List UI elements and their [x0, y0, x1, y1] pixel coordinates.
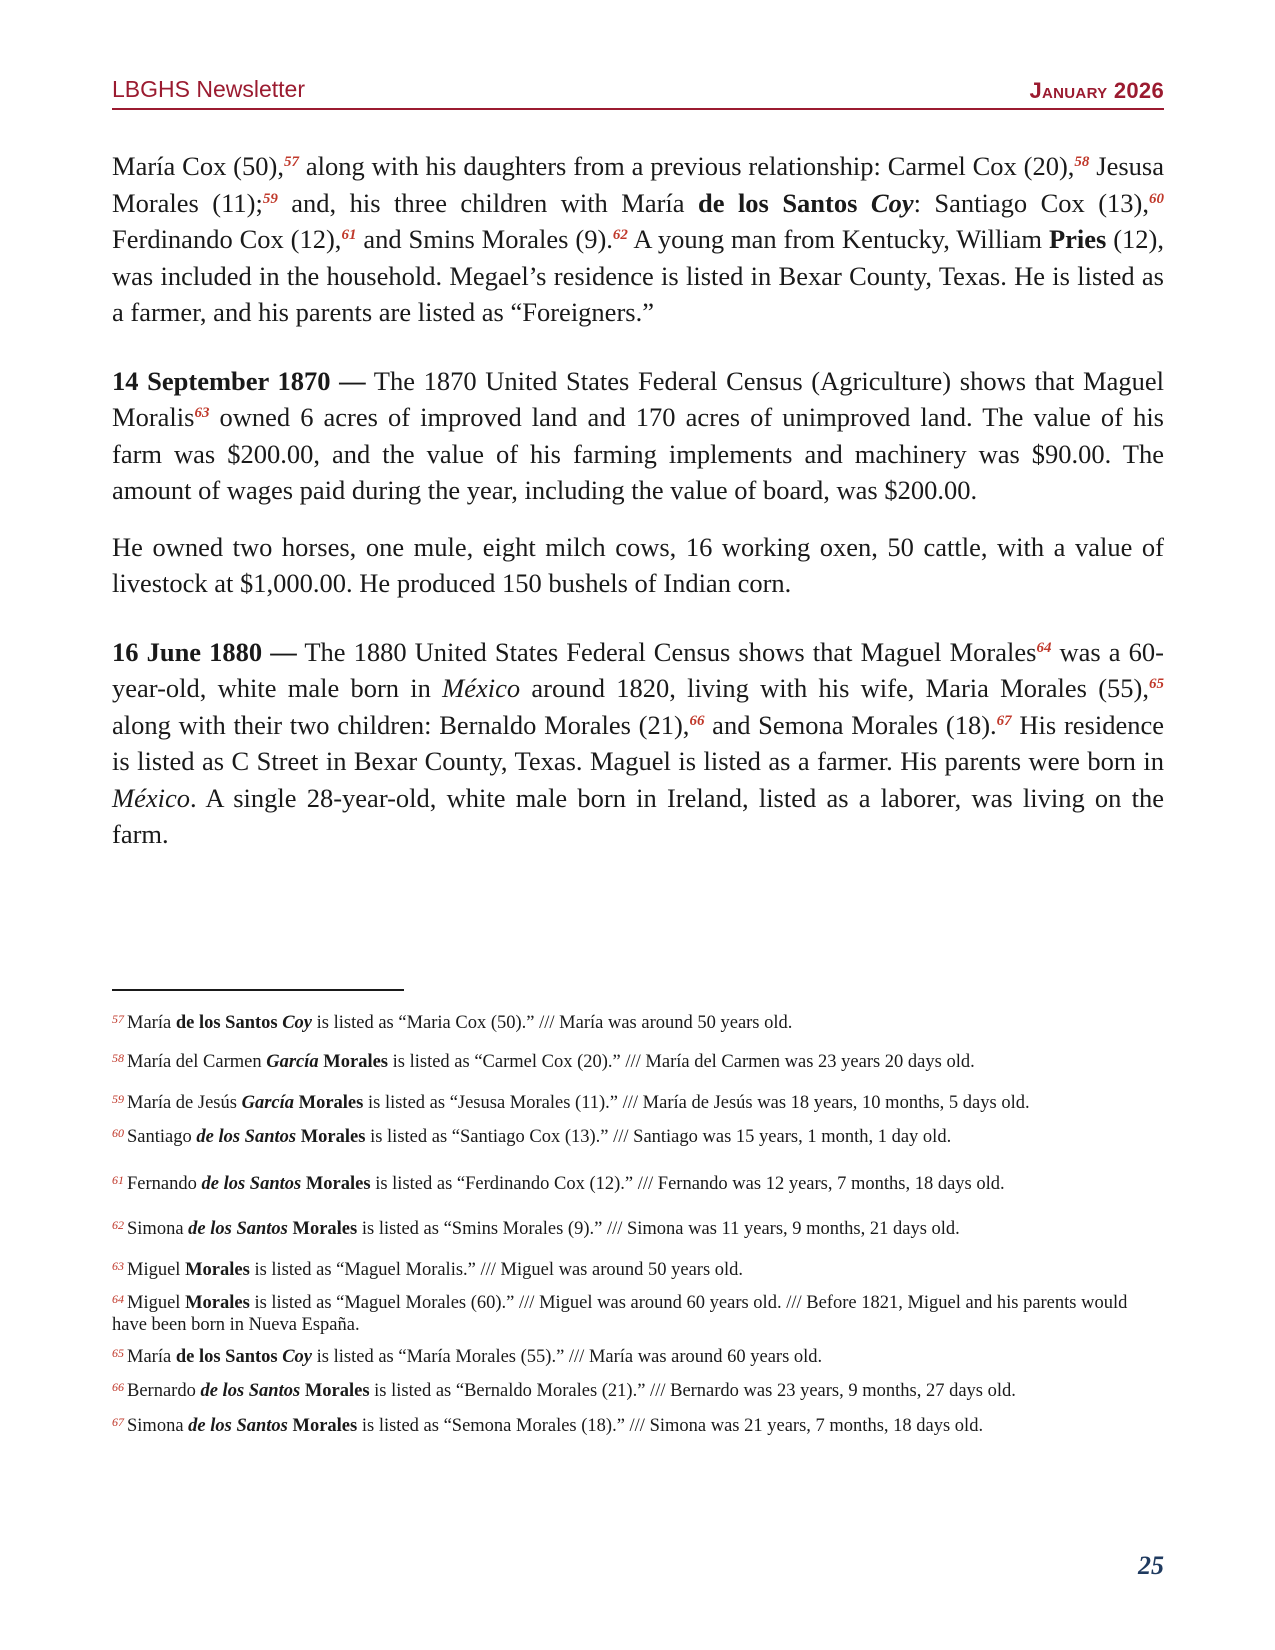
text-segment: along with their two children: Bernaldo Morales (21),: [112, 709, 690, 740]
bold-name: Morales: [318, 1052, 388, 1072]
page-header: [112, 74, 1164, 110]
footnote-58: [112, 1051, 1164, 1073]
text-segment: Simona: [127, 1416, 189, 1436]
text-segment: was a 60-year-old, white male born in: [112, 636, 1164, 703]
footnote-63: [112, 1259, 1164, 1281]
italic-place: México: [112, 782, 190, 813]
text-segment: The 1870 United States Federal Census (Agriculture) shows that Maguel Moralis: [112, 365, 1164, 432]
footnote-ref-66[interactable]: 66: [689, 712, 705, 729]
text-segment: (12), was included in the household. Megael’s residence is listed in Bexar County, Texas. He is listed as a farmer, and his parents are listed as “Foreigners.”: [112, 224, 1164, 327]
footnote-number: 62: [112, 1218, 124, 1232]
text-segment: is listed as “Carmel Cox (20).” /// María del Carmen was 23 years 20 days old.: [388, 1052, 975, 1072]
text-segment: is listed as “Maguel Moralis.” /// Miguel was around 50 years old.: [249, 1260, 744, 1280]
bold-italic-name: de los Santos: [188, 1219, 288, 1239]
footnote-ref-57[interactable]: 57: [283, 154, 299, 170]
footnote-65: [112, 1346, 1164, 1368]
footnote-number: 63: [112, 1259, 124, 1273]
bold-italic-name: de los Santos: [196, 1127, 297, 1147]
text-segment: María: [127, 1013, 176, 1033]
text-segment: is listed as “María Morales (55).” /// María was around 60 years old.: [312, 1347, 823, 1367]
text-segment: Ferdinando Cox (12),: [112, 224, 342, 254]
bold-italic-name: García: [266, 1052, 319, 1072]
bold-name: Morales: [301, 1174, 371, 1194]
text-segment: and Smins Morales (9).: [356, 224, 613, 254]
paragraph-livestock: [112, 529, 1164, 602]
text-segment: María de Jesús: [127, 1093, 242, 1113]
text-segment: Santiago: [127, 1127, 197, 1147]
italic-place: México: [442, 673, 521, 703]
page-number: 25: [1138, 1551, 1164, 1580]
bold-name: Morales: [287, 1416, 358, 1436]
footnote-59: [112, 1092, 1164, 1114]
newsletter-title: LBGHS Newsletter: [112, 76, 306, 102]
text-segment: and Semona Morales (18).: [704, 709, 997, 740]
text-segment: is listed as “Maguel Morales (60).” /// Miguel was around 60 years old. /// Before 1821, Miguel and his parents would have been born in Nueva España.: [112, 1293, 1128, 1335]
text-segment: Jesusa Morales (11);: [112, 151, 1164, 218]
text-segment: María del Carmen: [127, 1052, 267, 1072]
text-segment: is listed as “Jesusa Morales (11).” /// María de Jesús was 18 years, 10 months, 5 days old.: [363, 1093, 1030, 1113]
text-segment: María: [127, 1347, 176, 1367]
footnote-number: 57: [112, 1012, 124, 1026]
footnote-60: [112, 1126, 1164, 1148]
bold-italic-name: García: [241, 1093, 294, 1113]
footnote-number: 58: [112, 1051, 124, 1065]
footnote-number: 59: [112, 1092, 124, 1106]
bold-name: Pries: [1048, 224, 1107, 254]
footnote-ref-63[interactable]: 63: [194, 405, 210, 421]
footnote-62: [112, 1218, 1164, 1240]
bold-italic-name: de los Santos: [200, 1381, 301, 1401]
text-segment: Simona: [127, 1219, 189, 1239]
bold-name: Morales: [287, 1219, 358, 1239]
text-segment: is listed as “Smins Morales (9).” /// Simona was 11 years, 9 months, 21 days old.: [357, 1219, 960, 1239]
footnote-ref-65[interactable]: 65: [1149, 676, 1164, 692]
footnote-ref-58[interactable]: 58: [1074, 154, 1090, 170]
footnote-66: [112, 1380, 1164, 1402]
bold-name: Morales: [300, 1381, 370, 1401]
footnote-67: [112, 1415, 1164, 1437]
text-segment: along with his daughters from a previous relationship: Carmel Cox (20),: [298, 151, 1075, 181]
footnote-number: 65: [112, 1346, 124, 1360]
bold-name: de los Santos: [697, 187, 871, 218]
footnote-61: [112, 1173, 1164, 1195]
text-segment: is listed as “Maria Cox (50).” /// María was around 50 years old.: [312, 1013, 793, 1033]
bold-name: Morales: [294, 1093, 364, 1113]
text-segment: Miguel: [127, 1260, 186, 1280]
text-segment: His residence is listed as C Street in Bexar County, Texas. Maguel is listed as a farmer. His parents were born in: [112, 709, 1165, 776]
text-segment: around 1820, living with his wife, Maria Morales (55),: [520, 673, 1149, 703]
footnote-separator: [112, 989, 404, 991]
footnote-64: [112, 1292, 1164, 1336]
bold-name: de los Santos: [175, 1347, 283, 1367]
bold-name: Morales: [185, 1293, 250, 1313]
text-segment: is listed as “Bernaldo Morales (21).” /// Bernardo was 23 years, 9 months, 27 days old.: [369, 1381, 1016, 1401]
paragraph-1880-census: [112, 634, 1164, 853]
text-segment: The 1880 United States Federal Census shows that Maguel Morales: [296, 636, 1037, 667]
bold-italic-name: de los Santos: [201, 1174, 302, 1194]
article-body: [112, 148, 1164, 853]
text-segment: He owned two horses, one mule, eight milch cows, 16 working oxen, 50 cattle, with a value of livestock at $1,000.00. He produced 150 bushels of Indian corn.: [112, 531, 1164, 598]
footnotes-list: [112, 1012, 1164, 1437]
bold-italic-name: de los Santos: [188, 1416, 288, 1436]
text-segment: Miguel: [127, 1293, 186, 1313]
text-segment: María Cox (50),: [112, 151, 284, 181]
entry-date: 14 September 1870 —: [112, 365, 366, 396]
text-segment: and, his three children with María: [277, 187, 698, 218]
paragraph-cox-household: [112, 148, 1164, 331]
bold-italic-name: Coy: [282, 1013, 313, 1033]
issue-date: January 2026: [1029, 78, 1164, 103]
entry-date: 16 June 1880 —: [112, 636, 297, 667]
bold-name: Morales: [185, 1260, 250, 1280]
footnote-ref-60[interactable]: 60: [1149, 190, 1164, 207]
bold-italic-name: Coy: [282, 1347, 313, 1367]
text-segment: is listed as “Semona Morales (18).” /// Simona was 21 years, 7 months, 18 days old.: [357, 1416, 984, 1436]
text-segment: . A single 28-year-old, white male born in Ireland, listed as a laborer, was living on the farm.: [112, 782, 1164, 849]
footnote-number: 60: [112, 1126, 124, 1140]
bold-name: de los Santos: [175, 1013, 283, 1033]
footnote-ref-61[interactable]: 61: [341, 227, 357, 243]
footnote-ref-62[interactable]: 62: [612, 227, 628, 243]
bold-italic-name: Coy: [870, 187, 914, 218]
footnote-number: 61: [112, 1173, 124, 1187]
bold-name: Morales: [296, 1127, 366, 1147]
text-segment: is listed as “Ferdinando Cox (12).” /// Fernando was 12 years, 7 months, 18 days old.: [370, 1174, 1005, 1194]
text-segment: is listed as “Santiago Cox (13).” /// Santiago was 15 years, 1 month, 1 day old.: [365, 1127, 952, 1147]
text-segment: Fernando: [127, 1174, 202, 1194]
footnote-ref-64[interactable]: 64: [1036, 639, 1052, 656]
footnote-number: 66: [112, 1380, 124, 1394]
footnote-ref-67[interactable]: 67: [996, 712, 1012, 729]
footnote-ref-59[interactable]: 59: [262, 190, 278, 207]
footnote-number: 67: [112, 1415, 124, 1429]
footnote-number: 64: [112, 1292, 124, 1306]
text-segment: : Santiago Cox (13),: [913, 187, 1149, 218]
footnote-57: [112, 1012, 1164, 1034]
text-segment: A young man from Kentucky, William: [627, 224, 1049, 254]
text-segment: owned 6 acres of improved land and 170 acres of unimproved land. The value of his farm was $200.00, and the value of his farming implements and machinery was $90.00. The amount of wages paid during the year, including the value of board, was $200.00.: [112, 402, 1164, 505]
text-segment: Bernardo: [127, 1381, 201, 1401]
paragraph-1870-census: [112, 363, 1164, 509]
